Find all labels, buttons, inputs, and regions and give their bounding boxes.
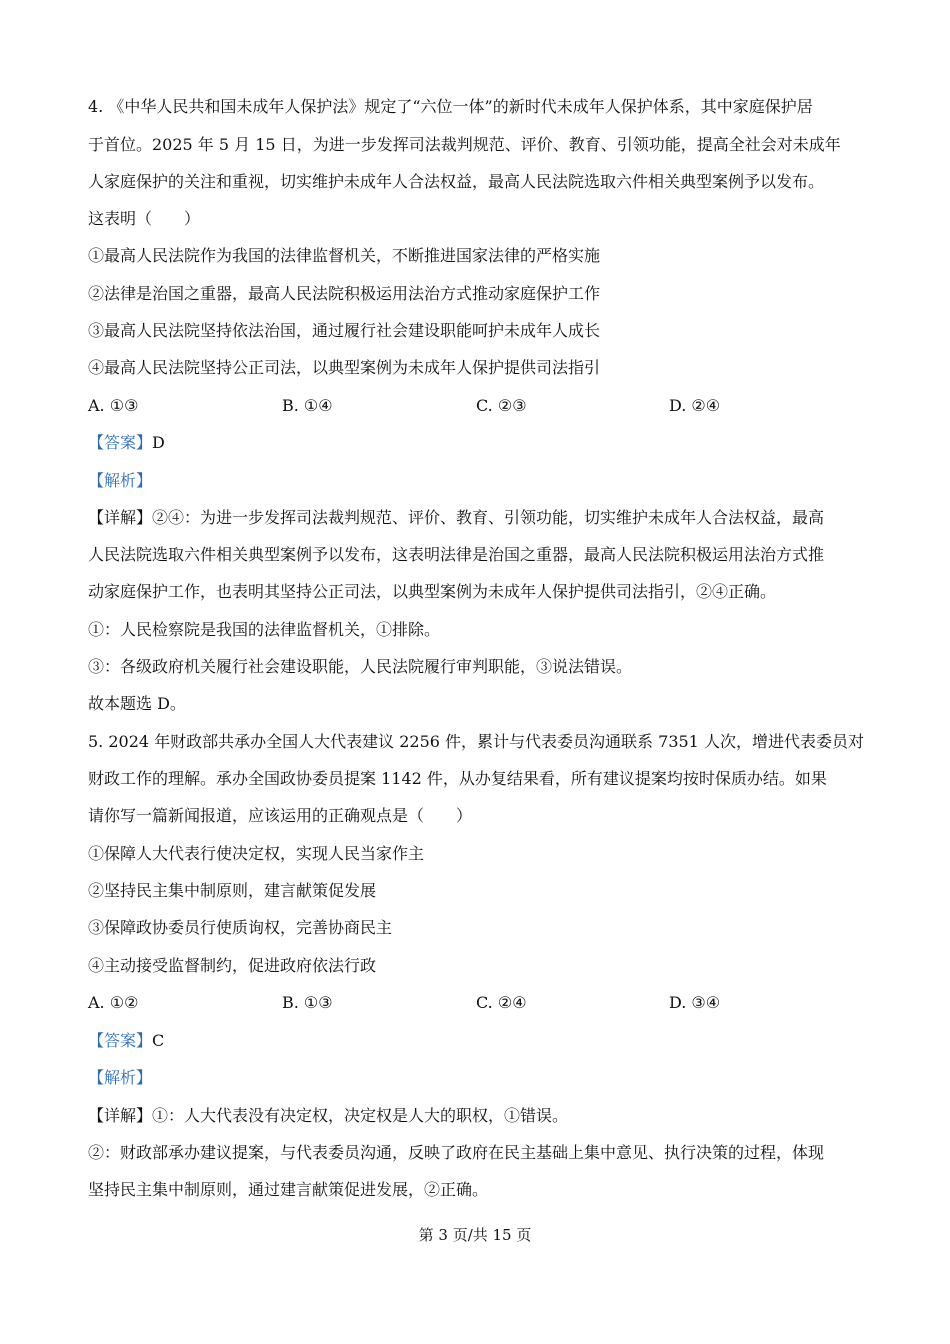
q4-stem-line: 人家庭保护的关注和重视，切实维护未成年人合法权益，最高人民法院选取六件相关典型案例予以发布。 <box>88 172 825 191</box>
q5-analysis-heading <box>88 1068 152 1088</box>
q4-item-1: ①最高人民法院作为我国的法律监督机关，不断推进国家法律的严格实施 <box>88 246 601 265</box>
q4-detail-line: 动家庭保护工作，也表明其坚持公正司法，以典型案例为未成年人保护提供司法指引，②④正确。 <box>88 582 777 601</box>
q5-item-2: ②坚持民主集中制原则，建言献策促发展 <box>88 881 377 900</box>
q5-stem-line: 5. 2024 年财政部共承办全国人大代表建议 2256 件，累计与代表委员沟通联系 7351 人次，增进代表委员对 <box>88 732 864 751</box>
q5-stem-line: 财政工作的理解。承办全国政协委员提案 1142 件，从办复结果看，所有建议提案均按时保质办结。如果 <box>88 769 827 788</box>
q4-item-3: ③最高人民法院坚持依法治国，通过履行社会建设职能呵护未成年人成长 <box>88 321 601 340</box>
q4-item-4: ④最高人民法院坚持公正司法，以典型案例为未成年人保护提供司法指引 <box>88 358 601 377</box>
q4-detail-line: 人民法院选取六件相关典型案例予以发布，这表明法律是治国之重器，最高人民法院积极运用法治方式推 <box>88 545 825 564</box>
q4-detail-line: ①：人民检察院是我国的法律监督机关，①排除。 <box>88 620 441 639</box>
q4-stem-line: 4. 《中华人民共和国未成年人保护法》规定了“六位一体”的新时代未成年人保护体系，其中家庭保护居 <box>88 97 813 116</box>
q4-detail-line: 【详解】②④：为进一步发挥司法裁判规范、评价、教育、引领功能，切实维护未成年人合法权益，最高 <box>88 508 825 527</box>
q4-detail-line: ③：各级政府机关履行社会建设职能，人民法院履行审判职能，③说法错误。 <box>88 657 633 676</box>
q4-stem-line: 这表明（ ） <box>88 209 201 228</box>
q5-stem-line: 请你写一篇新闻报道，应该运用的正确观点是（ ） <box>88 806 473 825</box>
answer-value: D <box>152 433 165 452</box>
q5-detail-line: ②：财政部承办建议提案，与代表委员沟通，反映了政府在民主基础上集中意见、执行决策的过程，体现 <box>88 1143 825 1162</box>
q4-stem-line: 于首位。2025 年 5 月 15 日，为进一步发挥司法裁判规范、评价、教育、引领功能，提高全社会对未成年 <box>88 135 841 154</box>
q4-option-d: D. ②④ <box>669 396 721 415</box>
q4-option-c: C. ②③ <box>476 396 527 415</box>
q4-detail-line: 故本题选 D。 <box>88 694 186 713</box>
q4-option-b: B. ①④ <box>282 396 333 415</box>
q5-option-c: C. ②④ <box>476 993 527 1012</box>
analysis-tag: 【解析】 <box>88 1068 153 1087</box>
answer-value: C <box>152 1031 165 1050</box>
q5-answer <box>88 1031 164 1051</box>
q4-analysis-heading <box>88 471 152 491</box>
answer-tag: 【答案】 <box>88 1031 153 1050</box>
q5-item-4: ④主动接受监督制约，促进政府依法行政 <box>88 956 377 975</box>
q5-option-b: B. ①③ <box>282 993 333 1012</box>
page-footer: 第 3 页/共 15 页 <box>418 1226 532 1244</box>
q5-item-1: ①保障人大代表行使决定权，实现人民当家作主 <box>88 844 425 863</box>
q4-answer <box>88 433 165 453</box>
q5-option-d: D. ③④ <box>669 993 721 1012</box>
answer-tag: 【答案】 <box>88 433 153 452</box>
q5-option-a: A. ①② <box>88 993 139 1012</box>
q5-detail-line: 坚持民主集中制原则，通过建言献策促进发展，②正确。 <box>88 1180 489 1199</box>
q5-detail-line: 【详解】①：人大代表没有决定权，决定权是人大的职权，①错误。 <box>88 1106 569 1125</box>
q5-item-3: ③保障政协委员行使质询权，完善协商民主 <box>88 918 393 937</box>
q4-item-2: ②法律是治国之重器，最高人民法院积极运用法治方式推动家庭保护工作 <box>88 284 601 303</box>
analysis-tag: 【解析】 <box>88 471 153 490</box>
q4-option-a: A. ①③ <box>88 396 139 415</box>
